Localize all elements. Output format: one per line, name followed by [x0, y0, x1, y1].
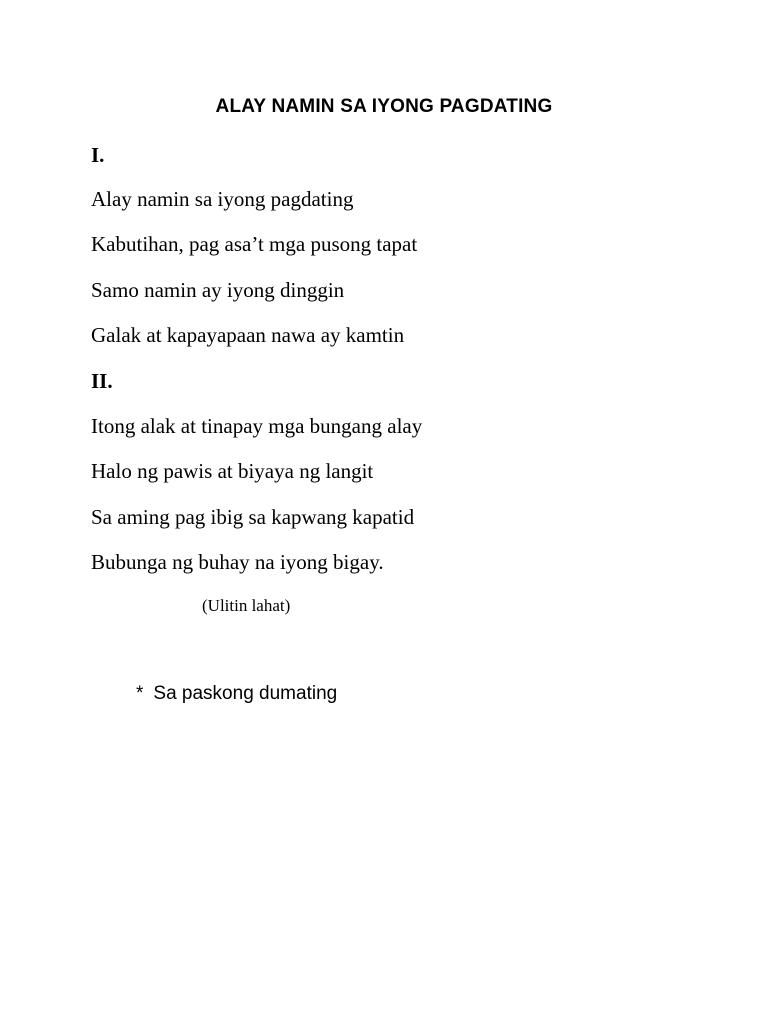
- footnote: [136, 683, 337, 705]
- verse-2-line-3: Sa aming pag ibig sa kapwang kapatid: [91, 505, 415, 529]
- footnote-text: Sa paskong dumating: [153, 683, 338, 704]
- verse-1-line-2: Kabutihan, pag asa’t mga pusong tapat: [91, 232, 418, 256]
- verse-number-2: II.: [91, 369, 113, 393]
- verse-number-1: I.: [91, 143, 105, 167]
- verse-2-line-1: Itong alak at tinapay mga bungang alay: [91, 414, 423, 438]
- song-title: ALAY NAMIN SA IYONG PAGDATING: [215, 96, 553, 117]
- verse-1-line-1: Alay namin sa iyong pagdating: [91, 187, 354, 211]
- verse-2-line-4: Bubunga ng buhay na iyong bigay.: [91, 550, 384, 574]
- verse-2-line-2: Halo ng pawis at biyaya ng langit: [91, 459, 374, 483]
- verse-1-line-4: Galak at kapayapaan nawa ay kamtin: [91, 323, 405, 347]
- repeat-instruction: (Ulitin lahat): [202, 596, 291, 615]
- verse-1-line-3: Samo namin ay iyong dinggin: [91, 278, 345, 302]
- asterisk-marker: *: [136, 683, 144, 704]
